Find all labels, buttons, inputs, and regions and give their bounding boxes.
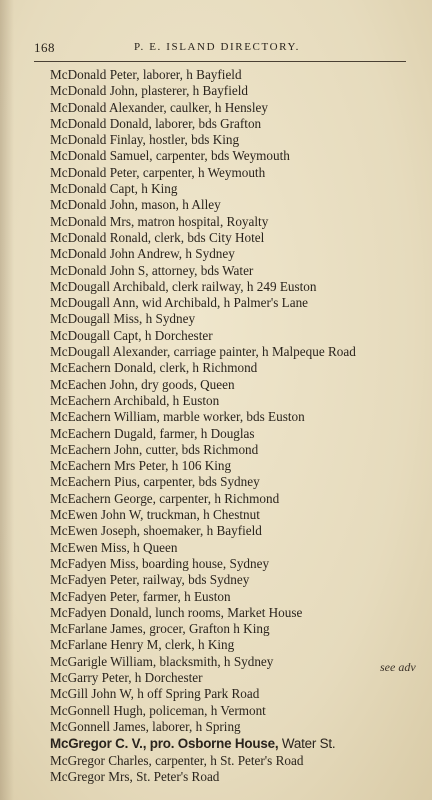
directory-entry: McDougall Miss, h Sydney	[50, 311, 196, 327]
directory-entry: McFarlane James, grocer, Grafton h King	[50, 621, 270, 637]
directory-entry: McDonald Finlay, hostler, bds King	[50, 132, 240, 148]
advert-entry	[50, 735, 420, 753]
directory-entry: McDonald John S, attorney, bds Water	[50, 262, 254, 278]
directory-entry: McDougall Alexander, carriage painter, h Malpeque Road	[50, 344, 356, 360]
directory-entry: McDonald John, mason, h Alley	[50, 197, 221, 213]
directory-entry: McEachern Pius, carpenter, bds Sydney	[50, 474, 260, 490]
running-head: P. E. ISLAND DIRECTORY.	[134, 41, 300, 53]
directory-entries	[50, 67, 420, 786]
directory-entry: McDonald Alexander, caulker, h Hensley	[50, 99, 268, 115]
directory-entry: McDonald John, plasterer, h Bayfield	[50, 83, 248, 99]
directory-entry: McGarigle William, blacksmith, h Sydney	[50, 653, 274, 669]
directory-entry: McFadyen Miss, boarding house, Sydney	[50, 555, 270, 571]
directory-entry: McEachern Archibald, h Euston	[50, 392, 220, 408]
directory-entry: McGonnell James, laborer, h Spring	[50, 718, 241, 734]
directory-entry: McDonald Peter, laborer, h Bayfield	[50, 67, 242, 82]
directory-entry: McDougall Archibald, clerk railway, h 249 Euston	[50, 278, 317, 294]
directory-entry: McDougall Ann, wid Archibald, h Palmer's Lane	[50, 295, 309, 311]
directory-entry: McFarlane Henry M, clerk, h King	[50, 637, 235, 653]
directory-entry: McGregor Mrs, St. Peter's Road	[50, 769, 220, 785]
directory-entry: McFadyen Peter, railway, bds Sydney	[50, 572, 250, 588]
directory-entry: McEachern Dugald, farmer, h Douglas	[50, 425, 255, 441]
directory-entry: McDonald Peter, carpenter, h Weymouth	[50, 164, 266, 180]
directory-entry: McFadyen Peter, farmer, h Euston	[50, 588, 231, 604]
binding-shadow	[0, 0, 14, 800]
directory-entry: McEachern William, marble worker, bds Euston	[50, 409, 305, 425]
directory-entry: McEachern George, carpenter, h Richmond	[50, 490, 280, 506]
advert-entry-address: Water St.	[278, 736, 336, 752]
directory-entry: McEachen John, dry goods, Queen	[50, 376, 235, 392]
directory-entry: McGarry Peter, h Dorchester	[50, 669, 203, 685]
directory-entry: McEwen John W, truckman, h Chestnut	[50, 507, 260, 523]
see-advertisement-note: see adv	[380, 660, 416, 674]
directory-entry: McDonald John Andrew, h Sydney	[50, 246, 235, 262]
header-rule	[34, 61, 406, 62]
directory-entry: McDougall Capt, h Dorchester	[50, 327, 213, 343]
directory-entry: McDonald Samuel, carpenter, bds Weymouth	[50, 148, 290, 164]
page-header	[34, 40, 404, 60]
page-number: 168	[34, 40, 55, 55]
directory-entry: McDonald Capt, h King	[50, 181, 178, 197]
directory-entry: McGonnell Hugh, policeman, h Vermont	[50, 702, 266, 718]
directory-entry: McDonald Ronald, clerk, bds City Hotel	[50, 229, 265, 245]
directory-entry: McEachern Mrs Peter, h 106 King	[50, 458, 232, 474]
directory-entry: McEachern John, cutter, bds Richmond	[50, 441, 259, 457]
advert-entry-name: McGregor C. V., pro. Osborne House,	[50, 736, 279, 752]
directory-entry: McDonald Mrs, matron hospital, Royalty	[50, 213, 269, 229]
directory-entry: McGregor Charles, carpenter, h St. Peter's Road	[50, 753, 304, 769]
directory-entry: McEwen Miss, h Queen	[50, 539, 178, 555]
directory-entry: McGill John W, h off Spring Park Road	[50, 686, 260, 702]
directory-entry: McFadyen Donald, lunch rooms, Market House	[50, 604, 303, 620]
directory-entry: McDonald Donald, laborer, bds Grafton	[50, 115, 262, 131]
directory-entry: McEwen Joseph, shoemaker, h Bayfield	[50, 523, 262, 539]
directory-entry: McEachern Donald, clerk, h Richmond	[50, 360, 258, 376]
